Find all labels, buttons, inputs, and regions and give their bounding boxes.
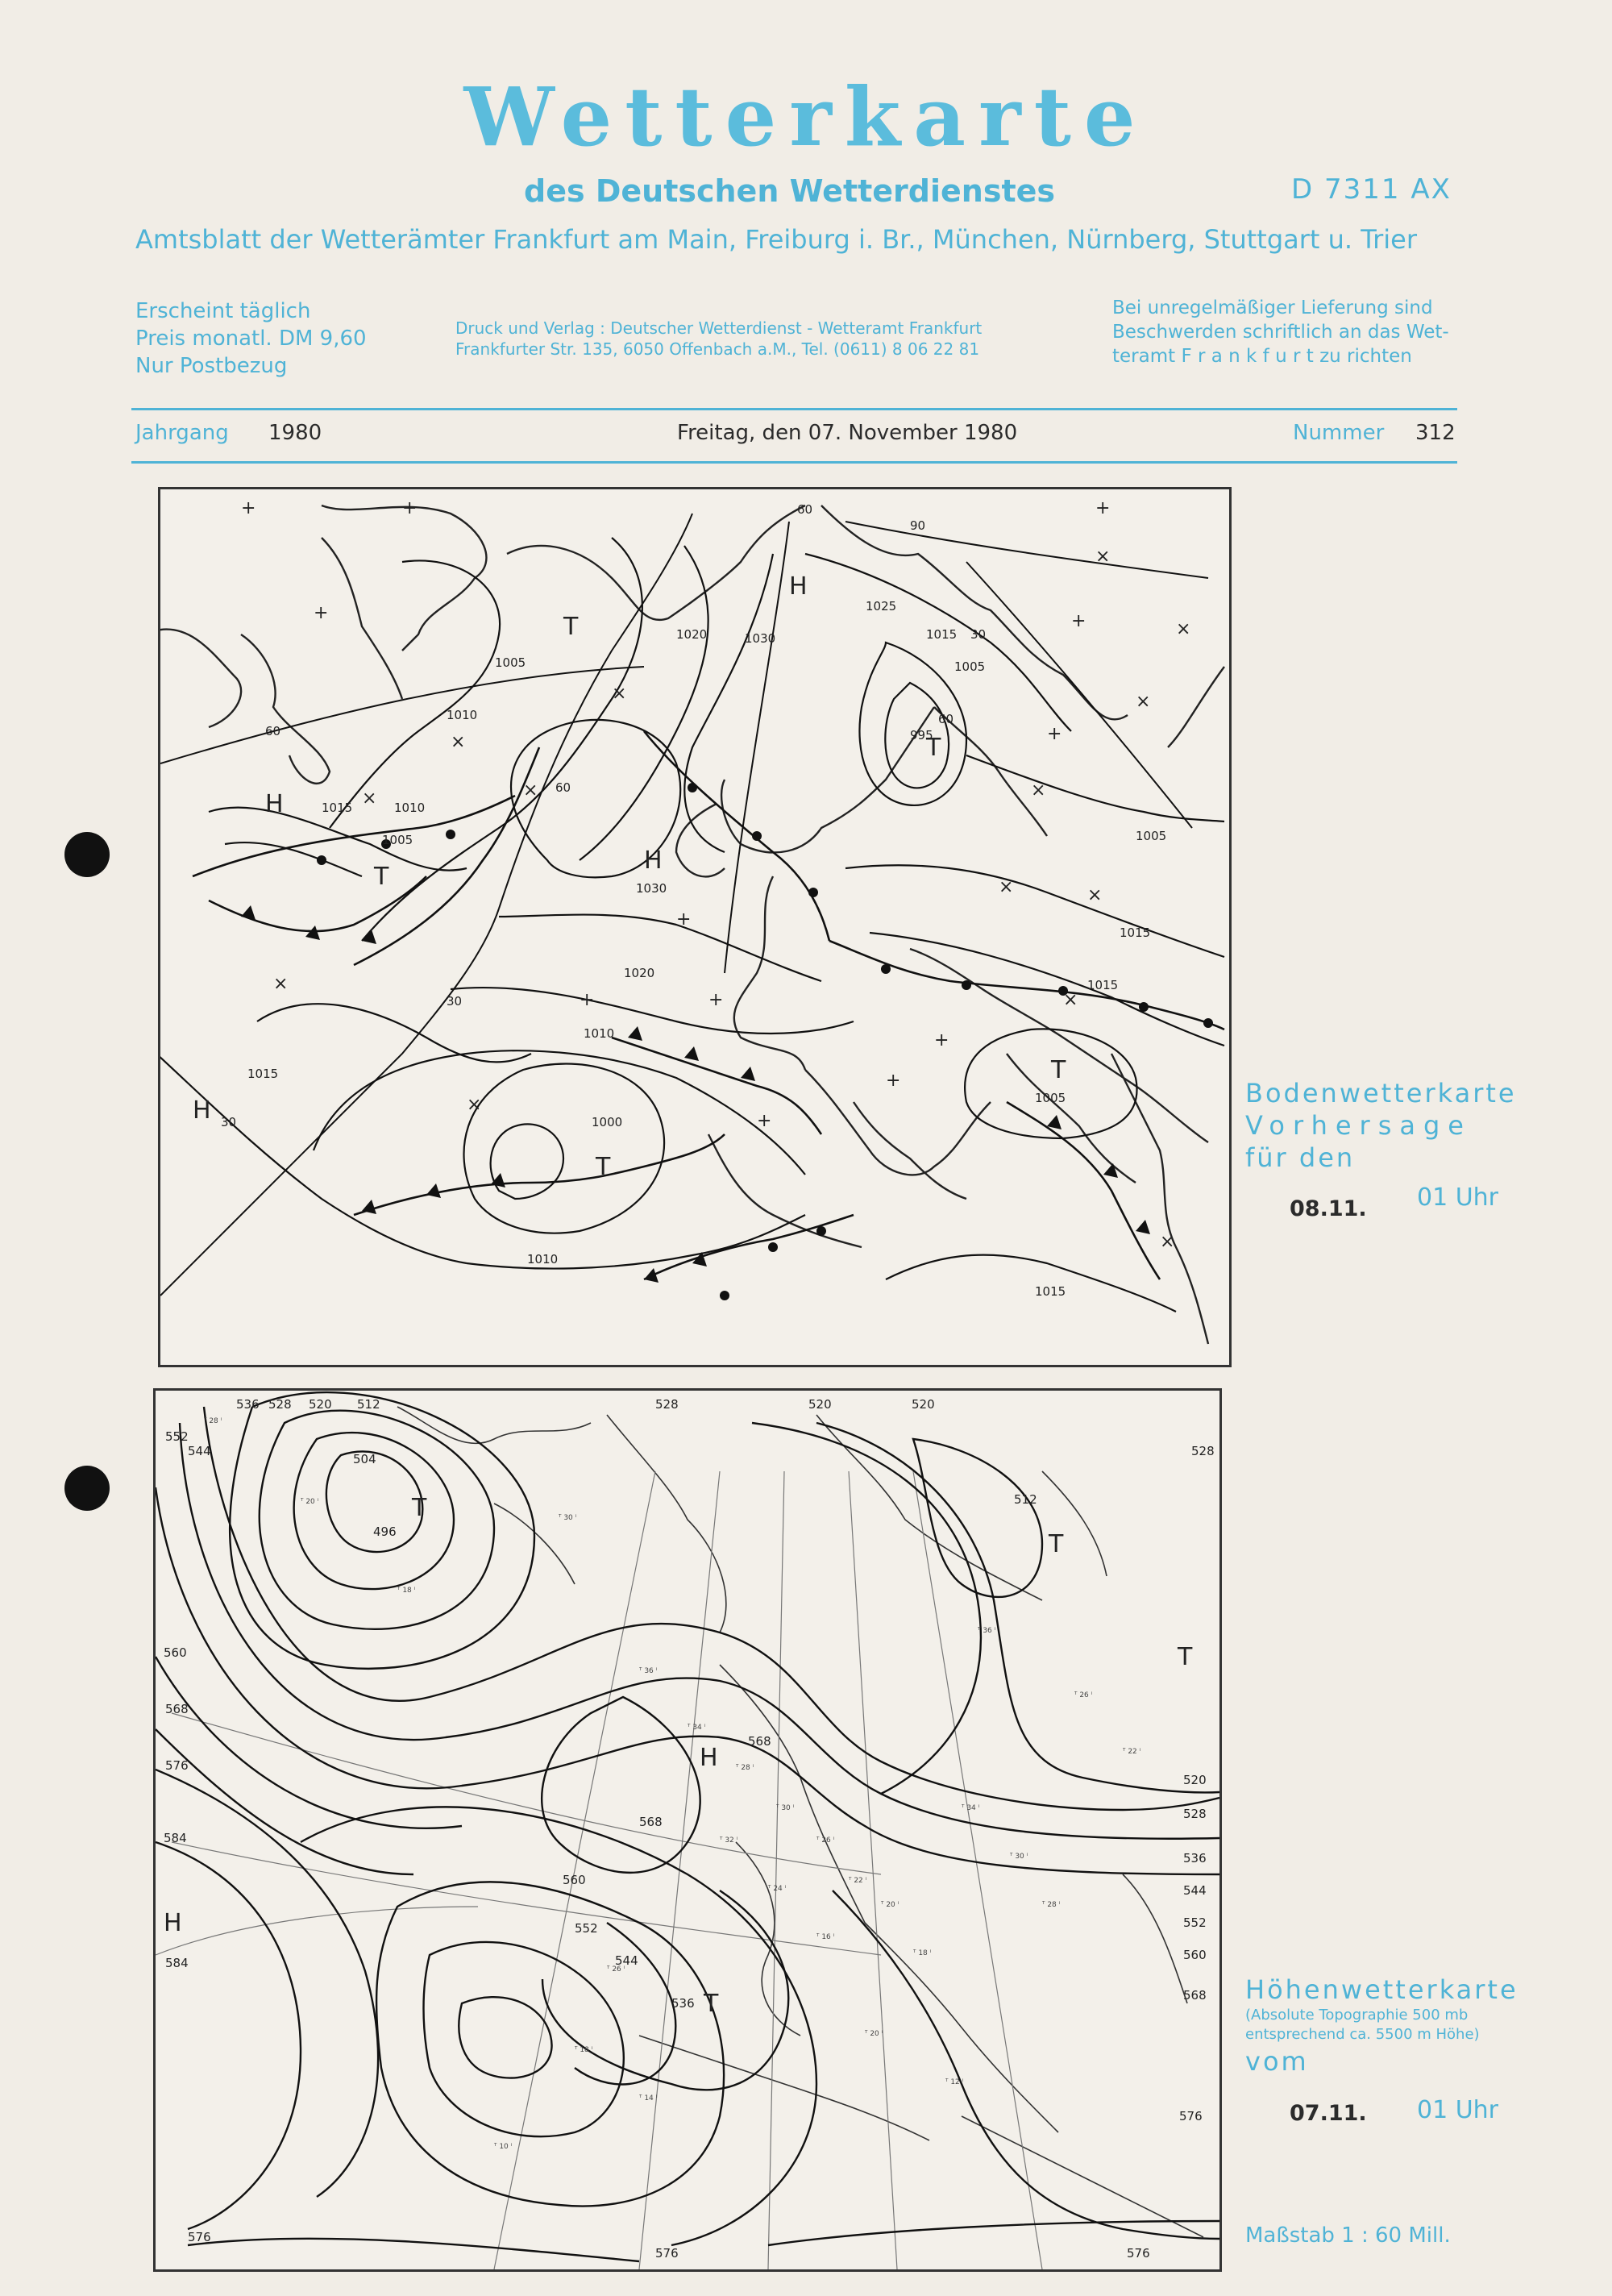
low-pressure-label: T [374, 863, 389, 891]
contour-label: 560 [563, 1873, 586, 1887]
upper-map-time: 01 Uhr [1417, 2096, 1499, 2124]
svg-text:ᵀ 36 ⁱ: ᵀ 36 ⁱ [978, 1627, 996, 1635]
contour-label: 560 [164, 1645, 187, 1660]
low-pressure-label: T [412, 1494, 427, 1522]
surface-map-caption [1245, 1077, 1517, 1174]
svg-text:+: + [402, 498, 418, 518]
upper-map-caption [1245, 1974, 1519, 2078]
svg-text:+: + [1047, 724, 1062, 744]
surface-map-date: 08.11. [1290, 1196, 1367, 1221]
low-pressure-label: T [1049, 1530, 1064, 1558]
svg-text:+: + [708, 990, 724, 1010]
svg-text:ᵀ 16 ⁱ: ᵀ 16 ⁱ [816, 1933, 835, 1941]
contour-label: 520 [309, 1397, 332, 1412]
latitude-label: 60 [265, 724, 281, 738]
coastlines [397, 1407, 1203, 2237]
jahrgang-value: 1980 [268, 421, 322, 445]
contour-label: 576 [1179, 2109, 1203, 2123]
high-pressure-label: H [193, 1096, 211, 1125]
isobar-label: 1005 [382, 833, 413, 847]
issue-date: Freitag, den 07. November 1980 [677, 421, 1018, 445]
contour-label: 576 [188, 2230, 211, 2244]
contour-label: 552 [575, 1921, 598, 1936]
svg-text:+: + [314, 603, 329, 623]
latitude-label: 30 [221, 1115, 237, 1129]
isobar-label: 1015 [1120, 925, 1151, 940]
contour-label: 544 [188, 1444, 211, 1458]
svg-text:×: × [1095, 547, 1111, 567]
svg-text:×: × [451, 732, 466, 752]
svg-text:ᵀ 10 ⁱ: ᵀ 10 ⁱ [494, 2143, 513, 2151]
isobar-label: 1010 [527, 1252, 559, 1267]
contour-label: 568 [639, 1815, 663, 1829]
high-pressure-label: H [164, 1909, 182, 1937]
divider-top [131, 408, 1457, 410]
caption-topography: (Absolute Topographie 500 mb [1245, 2007, 1469, 2024]
caption-from: vom [1245, 2045, 1309, 2077]
isobar-label: 1005 [1035, 1091, 1066, 1105]
low-pressure-label: T [1051, 1056, 1066, 1084]
latitude-label: 60 [555, 780, 571, 795]
contour-label: 520 [1183, 1773, 1207, 1787]
contour-label: 536 [236, 1397, 260, 1412]
isobar-label: 1020 [624, 966, 655, 980]
upper-map-date: 07.11. [1290, 2101, 1367, 2126]
svg-text:+: + [580, 990, 595, 1010]
contour-label: 568 [165, 1702, 189, 1716]
svg-text:ᵀ 18 ⁱ: ᵀ 18 ⁱ [397, 1587, 416, 1595]
surface-map-drawing [160, 489, 1229, 1365]
high-pressure-label: H [789, 572, 808, 601]
contour-label: 560 [1183, 1948, 1207, 1962]
svg-text:ᵀ 34 ⁱ: ᵀ 34 ⁱ [962, 1804, 980, 1812]
isobar-label: 1015 [1035, 1284, 1066, 1299]
amtsblatt-line: Amtsblatt der Wetterämter Frankfurt am Main, Freiburg i. Br., München, Nürnberg, Stuttgart u. Trier [135, 224, 1417, 255]
isobar-label: 1020 [676, 627, 708, 642]
isobar-label: 1000 [592, 1115, 623, 1129]
svg-text:×: × [273, 974, 289, 994]
svg-text:ᵀ 22 ⁱ: ᵀ 22 ⁱ [1123, 1748, 1141, 1756]
punch-hole [64, 832, 110, 877]
front-symbols [241, 783, 1213, 1300]
caption-for: für den [1245, 1142, 1356, 1173]
svg-text:ᵀ 28 ⁱ: ᵀ 28 ⁱ [1042, 1901, 1061, 1909]
svg-text:×: × [1136, 692, 1151, 712]
contour-label: 536 [671, 1996, 695, 2011]
svg-text:ᵀ 30 ⁱ: ᵀ 30 ⁱ [559, 1514, 577, 1522]
isobar-label: 1015 [247, 1067, 279, 1081]
svg-text:×: × [1031, 780, 1046, 801]
svg-text:ᵀ 12 ⁱ: ᵀ 12 ⁱ [945, 2078, 964, 2086]
contour-label: 528 [1191, 1444, 1215, 1458]
svg-text:×: × [612, 684, 627, 704]
low-pressure-label: T [704, 1990, 719, 2018]
caption-height: entsprechend ca. 5500 m Höhe) [1245, 2026, 1480, 2044]
longitude-label: 60 [797, 502, 813, 517]
geopotential-contours [156, 1392, 1219, 2261]
isobar-label: 1030 [636, 881, 667, 896]
svg-text:+: + [1071, 611, 1086, 631]
isobar-label: 1010 [447, 708, 478, 722]
svg-text:ᵀ 32 ⁱ: ᵀ 32 ⁱ [720, 1836, 738, 1845]
grid-lines [156, 1471, 1042, 2269]
svg-text:×: × [1087, 885, 1103, 905]
svg-text:ᵀ 28 ⁱ: ᵀ 28 ⁱ [204, 1417, 222, 1425]
contour-label: 584 [165, 1956, 189, 1970]
svg-text:×: × [1063, 990, 1078, 1010]
svg-text:+: + [757, 1111, 772, 1131]
info-line: teramt F r a n k f u r t zu richten [1112, 345, 1412, 367]
contour-label: 568 [748, 1734, 771, 1749]
caption-title: Bodenwetterkarte [1245, 1078, 1517, 1108]
masthead-title: Wetterkarte [463, 69, 1149, 164]
caption-title: Höhenwetterkarte [1245, 1974, 1519, 2005]
latitude-label: 30 [447, 994, 463, 1009]
high-pressure-label: H [700, 1744, 718, 1772]
svg-text:×: × [362, 788, 377, 809]
svg-text:×: × [1160, 1232, 1175, 1252]
contour-label: 584 [164, 1831, 187, 1845]
svg-text:ᵀ 26 ⁱ: ᵀ 26 ⁱ [816, 1836, 835, 1845]
svg-text:ᵀ 34 ⁱ: ᵀ 34 ⁱ [688, 1724, 706, 1732]
isobar-label: 1010 [394, 801, 426, 815]
contour-label: 552 [165, 1429, 189, 1444]
svg-text:ᵀ 18 ⁱ: ᵀ 18 ⁱ [575, 2046, 593, 2054]
svg-text:ᵀ 18 ⁱ: ᵀ 18 ⁱ [913, 1949, 932, 1957]
contour-label: 576 [165, 1758, 189, 1773]
isobars [160, 538, 1224, 1312]
info-line: Bei unregelmäßiger Lieferung sind [1112, 297, 1433, 318]
svg-text:+: + [241, 498, 256, 518]
contour-label: 576 [1127, 2246, 1150, 2261]
masthead-subtitle: des Deutschen Wetterdienstes [524, 173, 1056, 209]
svg-text:×: × [467, 1095, 482, 1115]
subscription-info [135, 298, 367, 380]
contour-label: 544 [1183, 1883, 1207, 1898]
latitude-label: 60 [938, 712, 954, 726]
svg-text:ᵀ 24 ⁱ: ᵀ 24 ⁱ [768, 1885, 787, 1893]
surface-forecast-map [158, 487, 1232, 1367]
contour-label: 520 [912, 1397, 935, 1412]
station-plots [203, 1417, 1141, 2151]
contour-label: 528 [1183, 1807, 1207, 1821]
contour-label: 504 [353, 1452, 376, 1466]
svg-text:ᵀ 20 ⁱ: ᵀ 20 ⁱ [881, 1901, 899, 1909]
svg-text:ᵀ 26 ⁱ: ᵀ 26 ⁱ [1074, 1691, 1093, 1699]
isobar-label: 1005 [1136, 829, 1167, 843]
divider-bottom [131, 461, 1457, 464]
svg-text:×: × [1176, 619, 1191, 639]
high-pressure-label: H [644, 846, 663, 875]
svg-text:ᵀ 26 ⁱ: ᵀ 26 ⁱ [607, 1965, 625, 1974]
isobar-label: 1010 [584, 1026, 615, 1041]
contour-label: 552 [1183, 1915, 1207, 1930]
high-pressure-label: H [265, 790, 284, 818]
svg-text:×: × [523, 780, 538, 801]
caption-forecast: Vorhersage [1245, 1110, 1472, 1141]
low-pressure-label: T [926, 734, 941, 762]
isobar-label: 1015 [322, 801, 353, 815]
info-line: Beschwerden schriftlich an das Wet- [1112, 321, 1449, 343]
svg-text:ᵀ 30 ⁱ: ᵀ 30 ⁱ [1010, 1853, 1028, 1861]
low-pressure-label: T [596, 1153, 611, 1181]
contour-label: 568 [1183, 1988, 1207, 2003]
svg-text:ᵀ 14 ⁱ: ᵀ 14 ⁱ [639, 2094, 658, 2103]
svg-text:+: + [886, 1071, 901, 1091]
info-line: Erscheint täglich [135, 299, 311, 323]
svg-text:ᵀ 36 ⁱ: ᵀ 36 ⁱ [639, 1667, 658, 1675]
isobar-label: 1005 [954, 659, 986, 674]
contour-label: 536 [1183, 1851, 1207, 1866]
contour-label: 576 [655, 2246, 679, 2261]
map-scale: Maßstab 1 : 60 Mill. [1245, 2223, 1451, 2248]
svg-text:+: + [1095, 498, 1111, 518]
nummer-label: Nummer [1293, 421, 1385, 445]
jahrgang-label: Jahrgang [135, 421, 229, 445]
info-line: Preis monatl. DM 9,60 [135, 326, 367, 351]
isobar-label: 1025 [866, 599, 897, 614]
info-line: Frankfurter Str. 135, 6050 Offenbach a.M., Tel. (0611) 8 06 22 81 [455, 339, 980, 359]
upper-map-drawing [156, 1391, 1219, 2269]
low-pressure-label: T [563, 613, 579, 641]
upper-air-map [153, 1388, 1222, 2272]
contour-label: 528 [655, 1397, 679, 1412]
contour-label: 512 [1014, 1492, 1037, 1507]
longitude-label: 90 [910, 518, 926, 533]
punch-hole [64, 1466, 110, 1511]
info-line: Druck und Verlag : Deutscher Wetterdienst - Wetteramt Frankfurt [455, 318, 983, 338]
svg-text:×: × [999, 877, 1014, 897]
svg-text:ᵀ 30 ⁱ: ᵀ 30 ⁱ [776, 1804, 795, 1812]
contour-label: 520 [808, 1397, 832, 1412]
isobar-label: 995 [910, 728, 933, 742]
contour-label: 544 [615, 1953, 638, 1968]
publisher-info [455, 318, 982, 360]
complaint-info [1112, 297, 1449, 369]
isobar-label: 1030 [745, 631, 776, 646]
surface-map-time: 01 Uhr [1417, 1183, 1499, 1212]
svg-text:ᵀ 22 ⁱ: ᵀ 22 ⁱ [849, 1877, 867, 1885]
svg-text:+: + [676, 909, 692, 930]
contour-label: 512 [357, 1397, 380, 1412]
svg-text:+: + [934, 1030, 949, 1050]
nummer-value: 312 [1415, 421, 1456, 445]
isobar-label: 1005 [495, 655, 526, 670]
low-pressure-label: T [1178, 1643, 1193, 1671]
isobar-label: 1015 [1087, 978, 1119, 992]
svg-text:ᵀ 20 ⁱ: ᵀ 20 ⁱ [301, 1498, 319, 1506]
info-line: Nur Postbezug [135, 353, 288, 378]
isobar-label: 1015 [926, 627, 958, 642]
svg-text:ᵀ 28 ⁱ: ᵀ 28 ⁱ [736, 1764, 754, 1772]
svg-text:ᵀ 20 ⁱ: ᵀ 20 ⁱ [865, 2030, 883, 2038]
contour-label: 496 [373, 1524, 397, 1539]
contour-label: 528 [268, 1397, 292, 1412]
issue-code: D 7311 AX [1291, 173, 1452, 206]
latitude-label: 30 [970, 627, 987, 642]
